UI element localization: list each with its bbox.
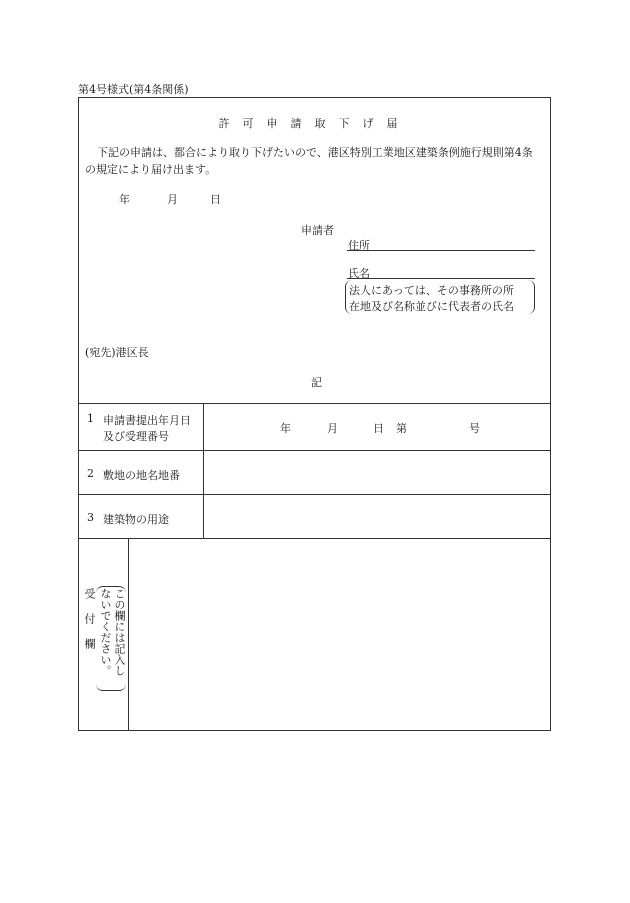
row-1-label-line-1: 申請書提出年月日 (103, 414, 191, 427)
row-2-input-cell[interactable] (204, 451, 550, 494)
row-2-label: 敷地の地名地番 (103, 469, 180, 482)
date-month: 月 (167, 193, 178, 206)
form-title: 許可申請取下げ届 (218, 117, 411, 130)
row-2-number: 2 (87, 467, 94, 480)
body-text: 下記の申請は、都合により取り下げたいので、港区特別工業地区建築条例施行規則第4条の規定により届け出ます。 (85, 146, 533, 176)
corporate-note-line-2: 在地及び名称並びに代表者の氏名 (349, 300, 514, 313)
corporate-note-line-1: 法人にあっては、その事務所の所 (349, 284, 514, 297)
address-field[interactable] (347, 250, 535, 251)
row-1-go: 号 (469, 422, 480, 435)
ki-heading: 記 (311, 376, 322, 389)
form-number-label: 第4号様式(第4条関係) (78, 83, 189, 96)
row-3-label: 建築物の用途 (103, 513, 169, 526)
date-day: 日 (210, 193, 221, 206)
reception-label: 受付欄 (83, 588, 96, 663)
form-sheet (78, 97, 551, 731)
addressee: (宛先)港区長 (85, 346, 149, 359)
submission-date[interactable] (119, 191, 221, 207)
row-3-number: 3 (87, 511, 94, 524)
row-1-input-cell[interactable] (204, 404, 550, 450)
date-year: 年 (119, 193, 130, 206)
row-1-label-line-2: 及び受理番号 (103, 430, 169, 443)
name-label: 氏名 (348, 267, 370, 280)
reception-note-line-1: この欄には記入し (113, 588, 126, 676)
name-field[interactable] (347, 278, 535, 279)
row-3-input-cell[interactable] (204, 495, 550, 538)
row-1-year: 年 (280, 422, 291, 435)
row-1-dai: 第 (396, 422, 407, 435)
reception-note-line-2: ないでください。 (99, 588, 112, 676)
address-label: 住所 (348, 239, 370, 252)
row-1-month: 月 (327, 422, 338, 435)
applicant-label: 申請者 (301, 224, 334, 237)
row-1-number: 1 (87, 412, 94, 425)
reception-area (129, 539, 550, 730)
row-1-day: 日 (373, 422, 384, 435)
